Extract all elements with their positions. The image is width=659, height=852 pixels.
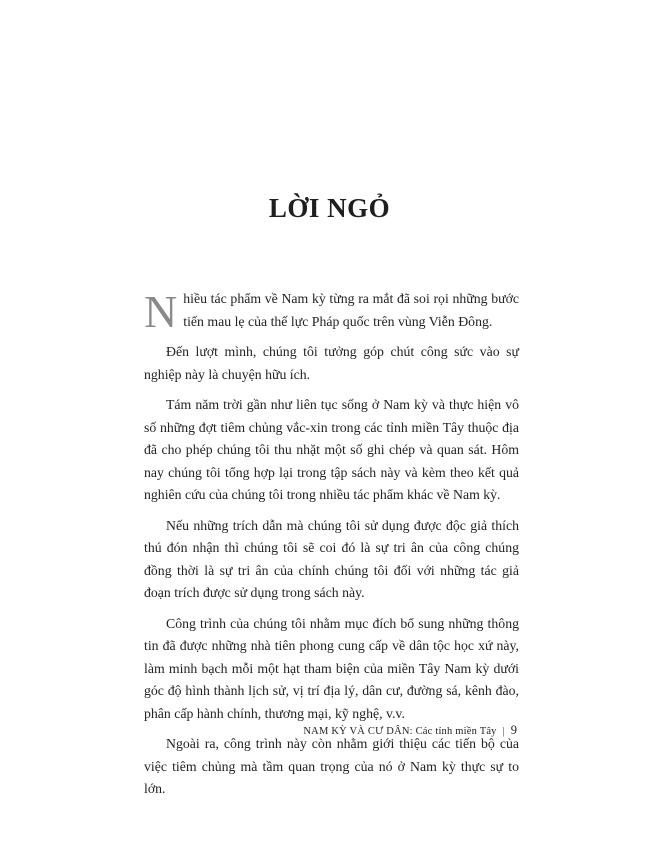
running-footer — [303, 723, 517, 738]
paragraph-6: Ngoài ra, công trình này còn nhằm giới thiệu các tiến bộ của việc tiêm chủng mà tầm quan trọng của nó ở Nam kỳ thực sự to lớn. — [144, 736, 519, 796]
chapter-title: LỜI NGỎ — [268, 193, 391, 223]
series-title: NAM KỲ VÀ CƯ DÂN: Các tỉnh miền Tây — [303, 726, 497, 737]
paragraph-3: Tám năm trời gần như liên tục sống ở Nam kỳ và thực hiện vô số những đợt tiêm chủng vắc-xin trong các tỉnh miền Tây thuộc địa đã cho phép chúng tôi thu nhặt một số ghi chép và quan sát. Hôm nay chúng tôi tổng hợp lại trong tập sách này và kèm theo kết quả nghiên cứu của chúng tôi trong nhiều tác phẩm khác về Nam kỳ. — [144, 397, 519, 502]
paragraph-2: Đến lượt mình, chúng tôi tưởng góp chút công sức vào sự nghiệp này là chuyện hữu ích. — [144, 344, 519, 382]
paragraph-1 — [144, 286, 519, 337]
page-number: 9 — [510, 723, 517, 737]
paragraph-4: Nếu những trích dẫn mà chúng tôi sử dụng được độc giả thích thú đón nhận thì chúng tôi sẽ coi đó là sự tri ân của công chúng đồng thời là sự tri ân của chính chúng tôi đối với những tác giả đoạn trích được sử dụng trong sách này. — [144, 517, 519, 600]
footer-divider: | — [502, 726, 505, 737]
paragraph-5: Công trình của chúng tôi nhằm mục đích bổ sung những thông tin đã được những nhà tiên phong cung cấp về dân tộc học xứ này, làm minh bạch mỗi một hạt tham biện của miền Tây Nam kỳ dưới góc độ hình thành lịch sử, vị trí địa lý, dân cư, đường sá, kênh đào, phân cấp hành chính, thương mại, kỹ nghệ, v.v. — [144, 615, 519, 721]
drop-cap: N — [144, 286, 178, 337]
paragraph-1-text: hiều tác phẩm về Nam kỳ từng ra mắt đã soi rọi những bước tiến mau lẹ của thế lực Pháp quốc trên vùng Viễn Đông. — [183, 291, 519, 329]
